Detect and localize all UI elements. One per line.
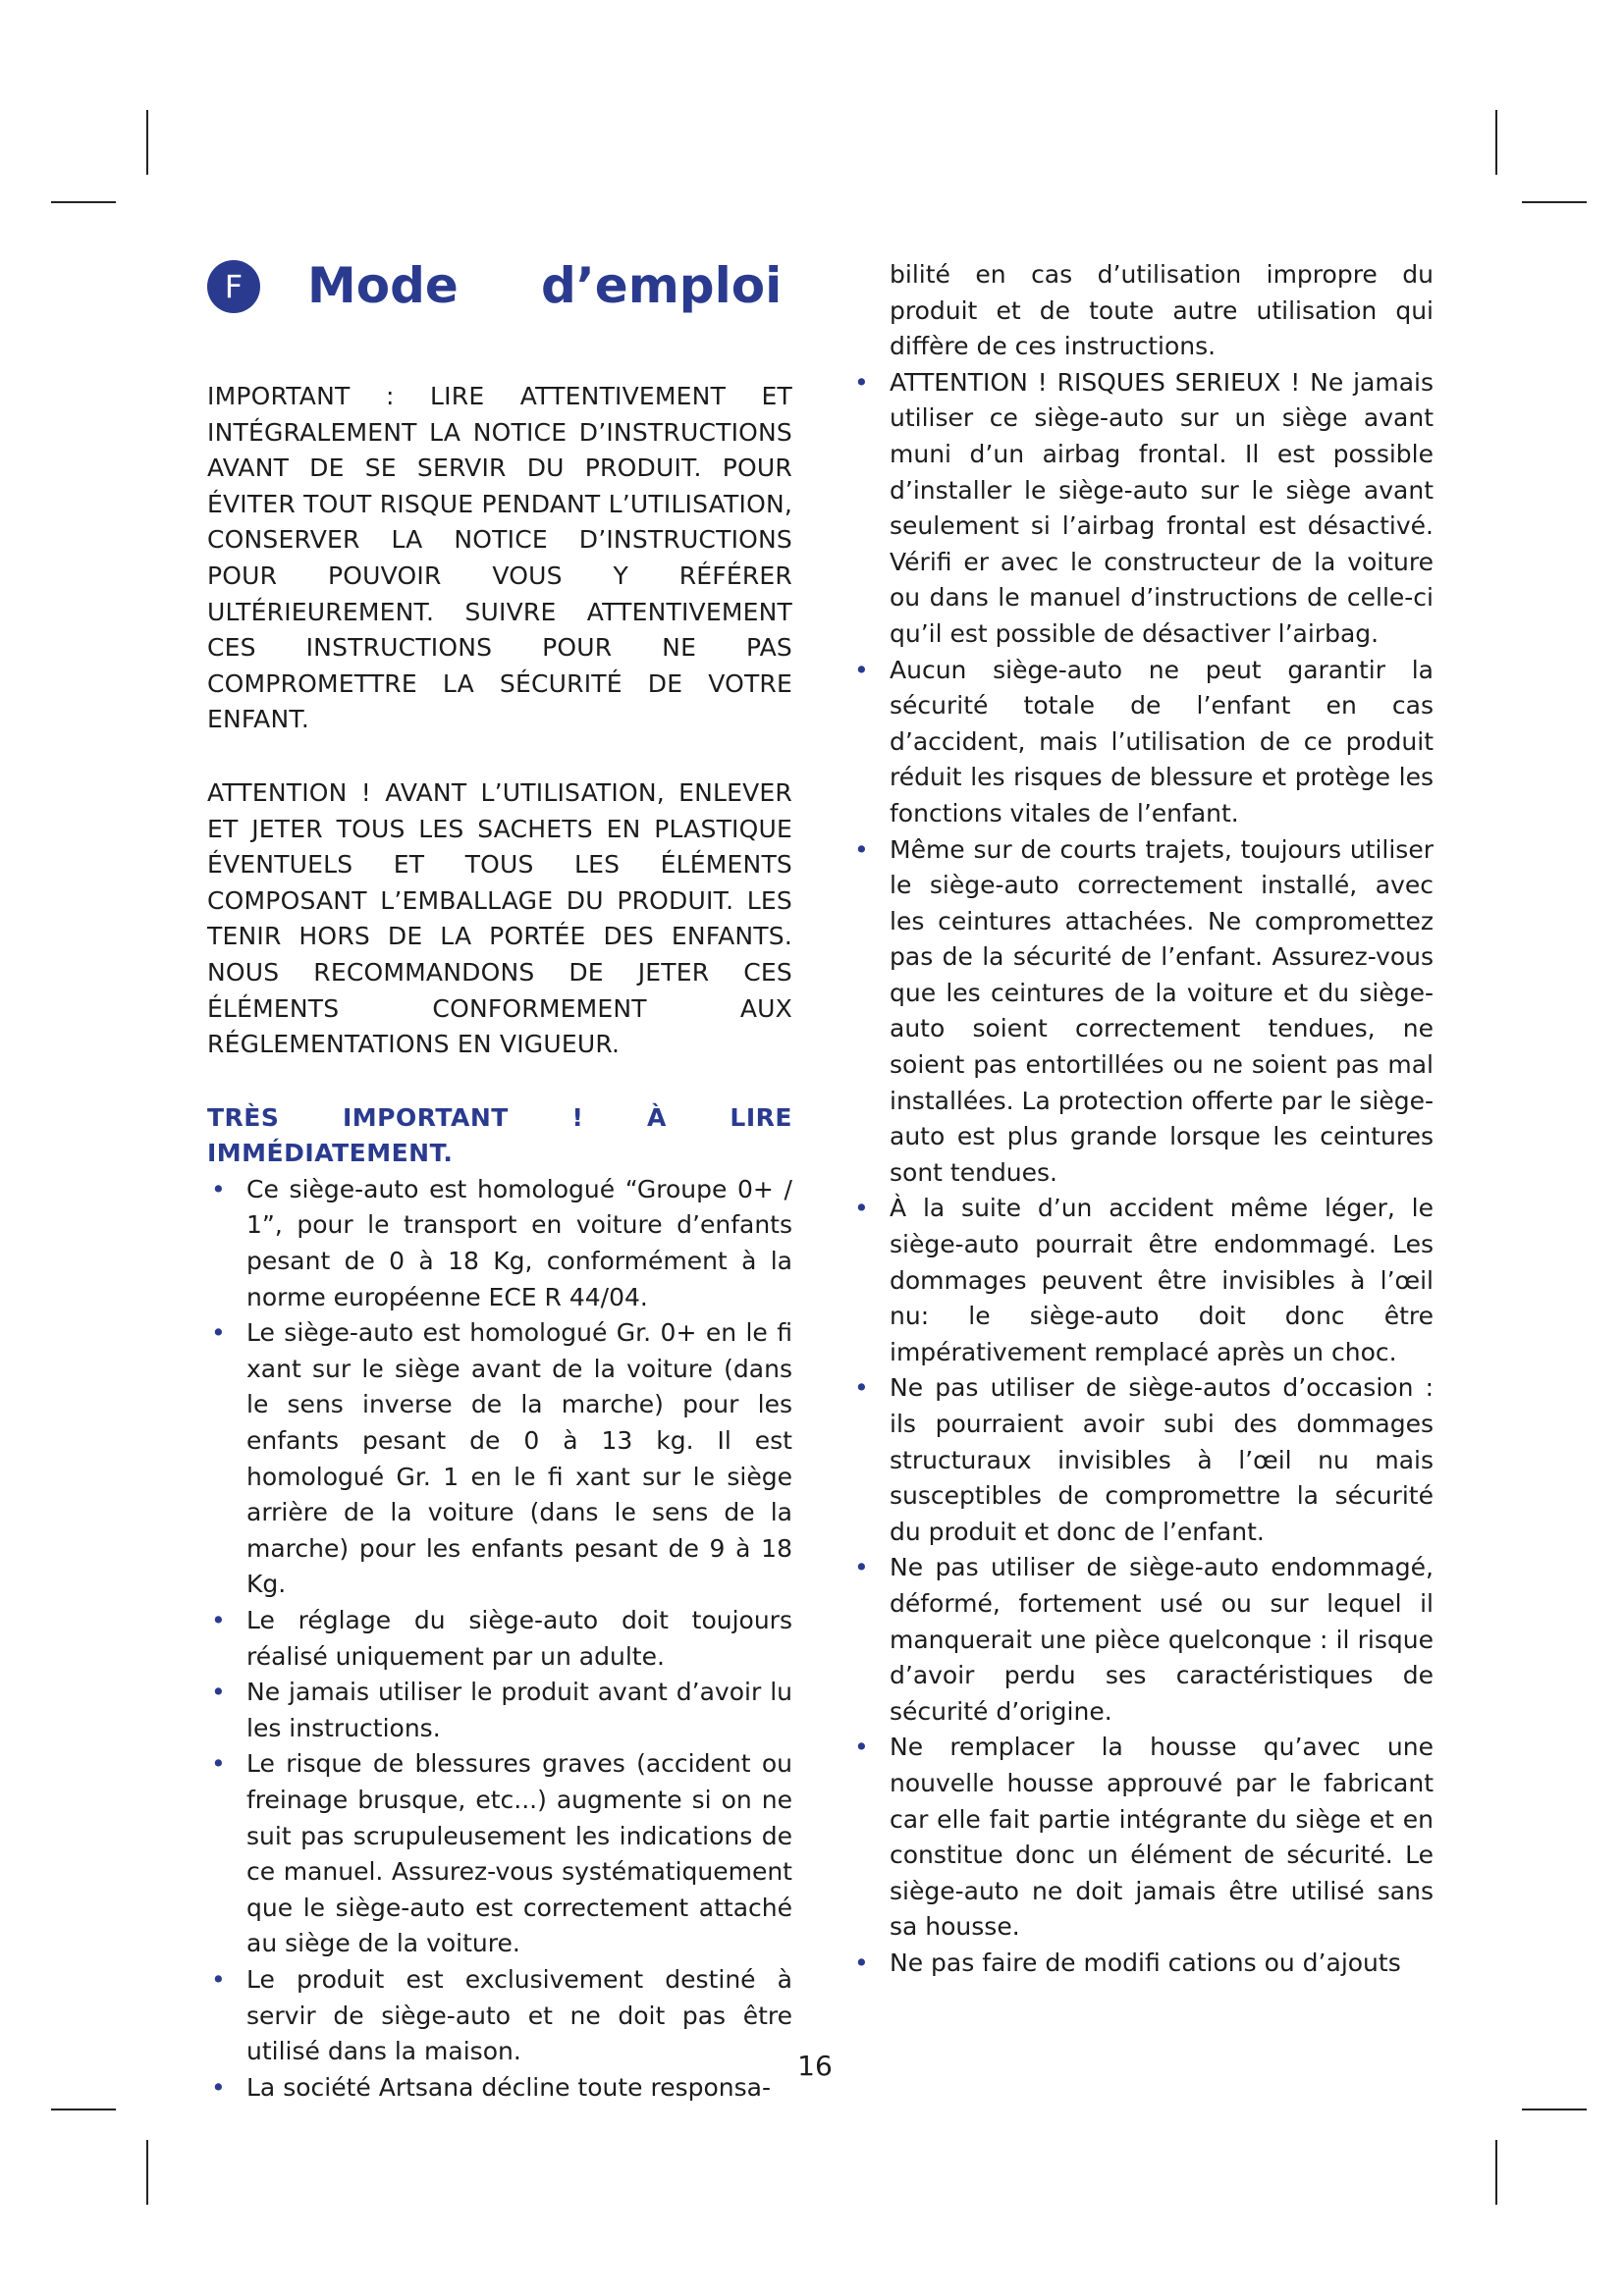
list-item: • Le produit est exclusivement destiné à servir de siège-auto et ne doit pas être utilisé dans la maison. [207, 1962, 792, 2070]
page-title-word-2: d’emploi [541, 257, 783, 314]
crop-mark-top-left-vertical [146, 110, 148, 175]
left-column [207, 379, 792, 2106]
important-notice: IMPORTANT : LIRE ATTENTIVEMENT ET INTÉGRALEMENT LA NOTICE D’INSTRUCTIONS AVANT DE SE SERVIR DU PRODUIT. POUR ÉVITER TOUT RISQUE PENDANT L’UTILISATION, CONSERVER LA NOTICE D’INSTRUCTIONS POUR POUVOIR VOUS Y RÉFÉRER ULTÉRIEUREMENT. SUIVRE ATTENTIVEMENT CES INSTRUCTIONS POUR NE PAS COMPROMETTRE LA SÉCURITÉ DE VOTRE ENFANT. [207, 382, 792, 734]
list-item: • Ne jamais utiliser le produit avant d’avoir lu les instructions. [207, 1675, 792, 1746]
list-item: • Ne pas utiliser de siège-autos d’occasion : ils pourraient avoir subi des dommages structuraux invisibles à l’œil nu mais susceptibles de compromettre la sécurité du produit et donc de l’enfant. [850, 1370, 1434, 1550]
list-item: • Ne pas utiliser de siège-auto endommagé, déformé, fortement usé ou sur lequel il manquerait une pièce quelconque : il risque d’avoir perdu ses caractéristiques de sécurité d’origine. [850, 1550, 1434, 1730]
section-heading: TRÈS IMPORTANT ! À LIRE IMMÉDIATEMENT. [207, 1102, 792, 1168]
attention-notice: ATTENTION ! AVANT L’UTILISATION, ENLEVER ET JETER TOUS LES SACHETS EN PLASTIQUE ÉVENTUELS ET TOUS LES ÉLÉMENTS COMPOSANT L’EMBALLAGE DU PRODUIT. LES TENIR HORS DE LA PORTÉE DES ENFANTS. NOUS RECOMMANDONS DE JETER CES ÉLÉMENTS CONFORMEMENT AUX RÉGLEMENTATIONS EN VIGUEUR. [207, 777, 792, 1059]
list-item: • Ne remplacer la housse qu’avec une nouvelle housse approuvé par le fabricant car elle fait partie intégrante du siège et en constitue donc un élément de sécurité. Le siège-auto ne doit jamais être utilisé sans sa housse. [850, 1730, 1434, 1946]
list-item: • Même sur de courts trajets, toujours utiliser le siège-auto correctement installé, avec les ceintures attachées. Ne compromettez pas de la sécurité de l’enfant. Assurez-vous que les ceintures de la voiture et du siège-auto soient correctement tendues, ne soient pas entortillées ou ne soient pas mal installées. La protection offerte par le siège-auto est plus grande lorsque les ceintures sont tendues. [850, 832, 1434, 1192]
crop-mark-top-left-horizontal [51, 201, 116, 203]
crop-mark-bottom-left-vertical [146, 2140, 148, 2205]
crop-mark-bottom-left-horizontal [51, 2109, 116, 2110]
page-number: 16 [797, 2050, 833, 2082]
right-column [850, 257, 1434, 1982]
warning-list-left [207, 1172, 792, 2106]
list-item: • Le réglage du siège-auto doit toujours réalisé uniquement par un adulte. [207, 1603, 792, 1675]
list-item: • Aucun siège-auto ne peut garantir la sécurité totale de l’enfant en cas d’accident, mais l’utilisation de ce produit réduit les risques de blessure et protège les fonctions vitales de l’enfant. [850, 653, 1434, 832]
list-item: • ATTENTION ! RISQUES SERIEUX ! Ne jamais utiliser ce siège-auto sur un siège avant muni d’un airbag frontal. Il est possible d’installer le siège-auto sur le siège avant seulement si l’airbag frontal est désactivé. Vérifi er avec le constructeur de la voiture ou dans le manuel d’instructions de celle-ci qu’il est possible de désactiver l’airbag. [850, 365, 1434, 653]
list-item: • Ce siège-auto est homologué “Groupe 0+ / 1”, pour le transport en voiture d’enfants pesant de 0 à 18 Kg, conformément à la norme européenne ECE R 44/04. [207, 1172, 792, 1315]
page-title-word-1: Mode [307, 257, 459, 314]
language-badge: F [207, 260, 260, 313]
crop-mark-bottom-right-horizontal [1522, 2109, 1587, 2110]
list-item: • Le siège-auto est homologué Gr. 0+ en le fi xant sur le siège avant de la voiture (dans le sens inverse de la marche) pour les enfants pesant de 0 à 13 kg. Il est homologué Gr. 1 en le fi xant sur le siège arrière de la voiture (dans le sens de la marche) pour les enfants pesant de 9 à 18 Kg. [207, 1315, 792, 1603]
list-item: • Le risque de blessures graves (accident ou freinage brusque, etc...) augmente si on ne suit pas scrupuleusement les indications de ce manuel. Assurez-vous systématiquement que le siège-auto est correctement attaché au siège de la voiture. [207, 1746, 792, 1962]
list-item: • À la suite d’un accident même léger, le siège-auto pourrait être endommagé. Les dommages peuvent être invisibles à l’œil nu: le siège-auto doit donc être impérativement remplacé après un choc. [850, 1191, 1434, 1370]
crop-mark-bottom-right-vertical [1495, 2140, 1497, 2205]
continued-paragraph: bilité en cas d’utilisation impropre du produit et de toute autre utilisation qui diffère de ces instructions. [890, 260, 1434, 361]
list-item: • La société Artsana décline toute responsa- [207, 2070, 792, 2107]
crop-mark-top-right-vertical [1495, 110, 1497, 175]
warning-list-right [850, 365, 1434, 1982]
list-item: • Ne pas faire de modifi cations ou d’ajouts [850, 1946, 1434, 1982]
crop-mark-top-right-horizontal [1522, 201, 1587, 203]
